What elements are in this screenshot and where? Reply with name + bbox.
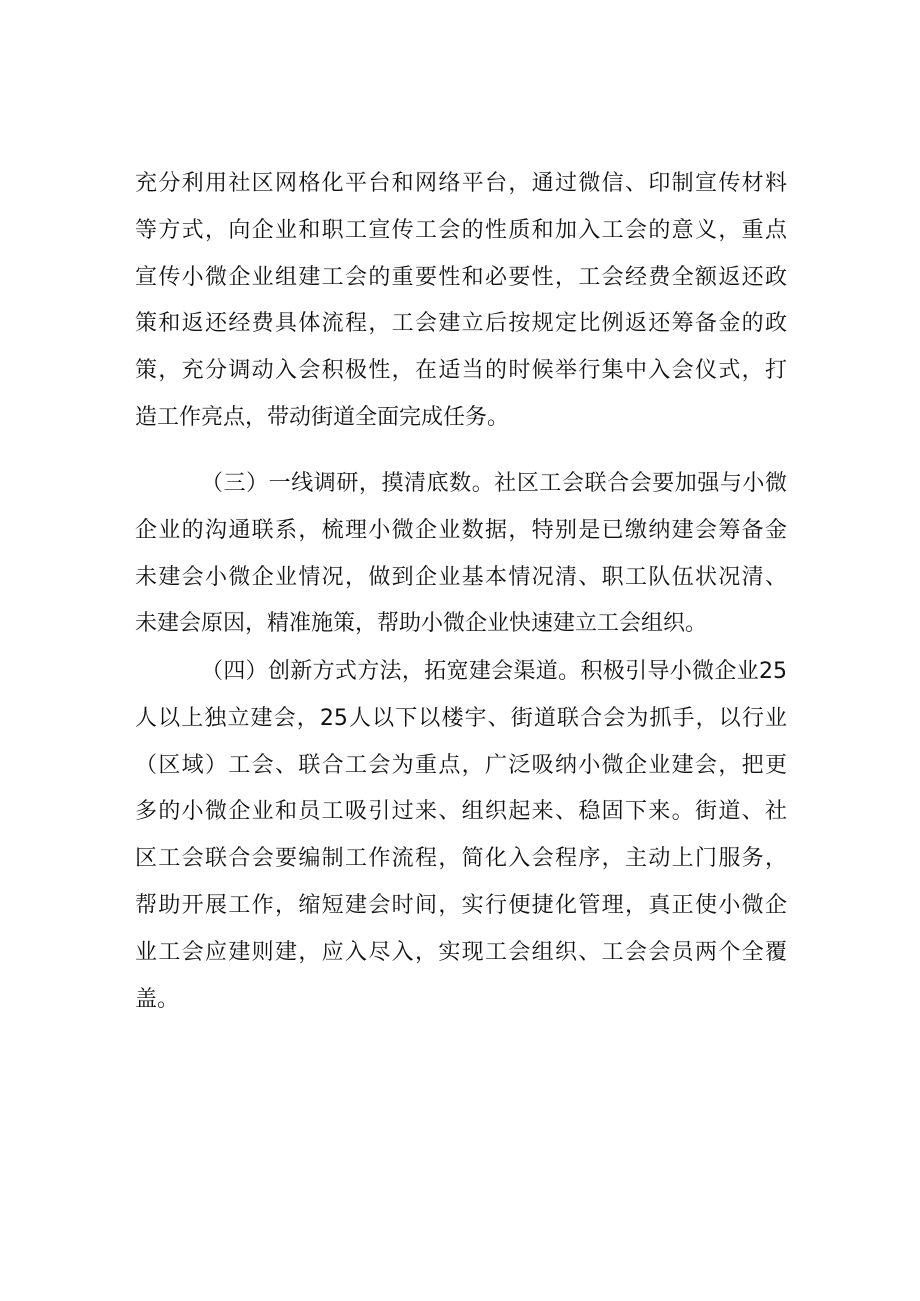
paragraph-line: 未建会原因，精准施策，帮助小微企业快速建立工会组织。 — [135, 611, 708, 637]
paragraph-publicity — [135, 161, 787, 442]
paragraph-line: （四）创新方式方法，拓宽建会渠道。积极引导小微企业25 — [201, 659, 787, 684]
paragraph-line: 业工会应建则建，应入尽入，实现工会组织、工会会员两个全覆 — [135, 939, 787, 965]
paragraph-line: 未建会小微企业情况，做到企业基本情况清、职工队伍状况清、 — [135, 564, 787, 590]
paragraph-line: （三）一线调研，摸清底数。社区工会联合会要加强与小微 — [201, 471, 787, 496]
paragraph-line: 宣传小微企业组建工会的重要性和必要性，工会经费全额返还政 — [135, 264, 787, 290]
paragraph-line: 策和返还经费具体流程，工会建立后按规定比例返还筹备金的政 — [135, 311, 787, 337]
paragraph-line: 等方式，向企业和职工宣传工会的性质和加入工会的意义，重点 — [135, 217, 787, 243]
paragraph-line: 盖。 — [135, 986, 180, 1012]
paragraph-line: 帮助开展工作，缩短建会时间，实行便捷化管理，真正使小微企 — [135, 892, 787, 918]
paragraph-innovation — [135, 649, 787, 1023]
paragraph-line: 人以上独立建会，25人以下以楼宇、街道联合会为抓手，以行业 — [135, 705, 787, 731]
paragraph-line: 多的小微企业和员工吸引过来、组织起来、稳固下来。街道、社 — [135, 799, 787, 825]
paragraph-line: 区工会联合会要编制工作流程，简化入会程序，主动上门服务， — [135, 846, 787, 872]
paragraph-line: （区域）工会、联合工会为重点，广泛吸纳小微企业建会，把更 — [135, 752, 787, 778]
paragraph-research — [135, 461, 787, 648]
paragraph-line: 造工作亮点，带动街道全面完成任务。 — [135, 404, 510, 430]
paragraph-line: 策，充分调动入会积极性，在适当的时候举行集中入会仪式，打 — [135, 358, 787, 384]
paragraph-line: 充分利用社区网格化平台和网络平台，通过微信、印制宣传材料 — [135, 171, 787, 196]
paragraph-line: 企业的沟通联系，梳理小微企业数据，特别是已缴纳建会筹备金 — [135, 517, 787, 543]
